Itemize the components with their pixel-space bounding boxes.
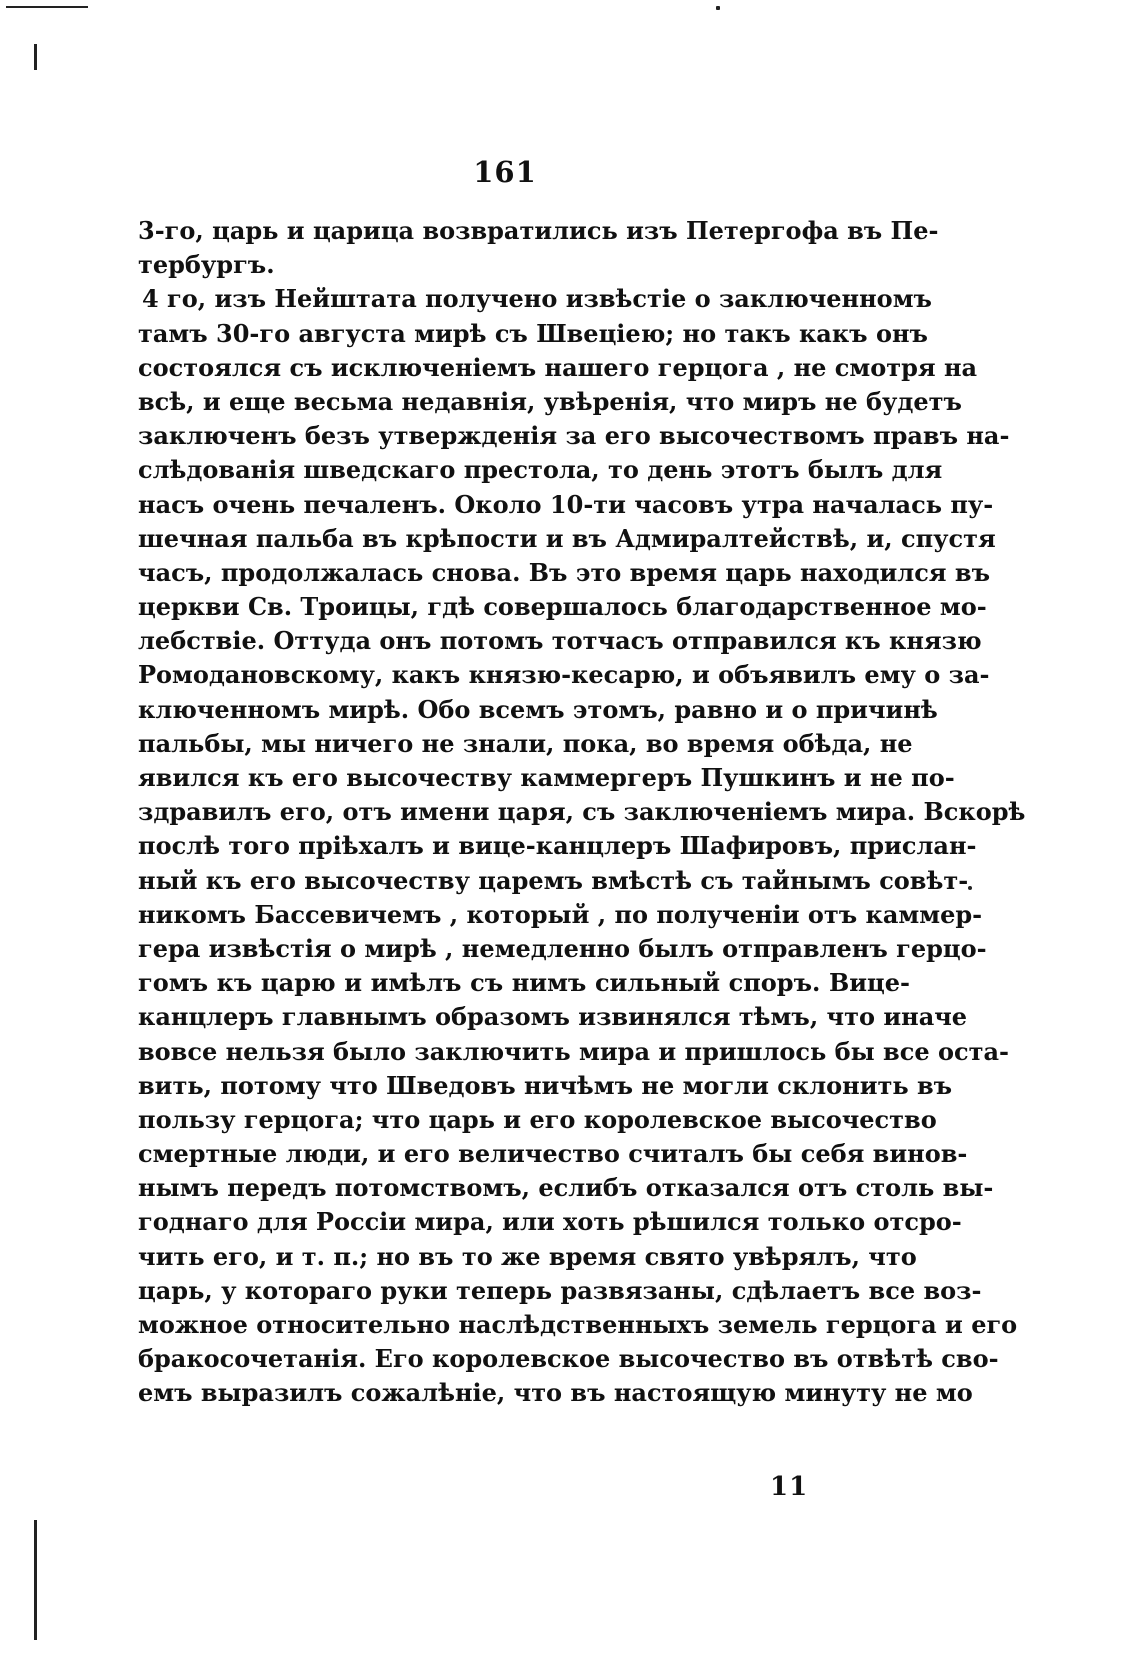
text-line: церкви Св. Троицы, гдѣ совершалось благодарственное мо- xyxy=(138,592,987,622)
text-line: насъ очень печаленъ. Около 10-ти часовъ утра началась пу- xyxy=(138,489,994,519)
text-line: 4 го, изъ Нейштата получено извѣстіе о заключенномъ xyxy=(142,284,932,314)
text-line: 3-го, царь и царица возвратились изъ Петергофа въ Пе- xyxy=(138,216,939,245)
text-line: гера извѣстія о мирѣ , немедленно былъ отправленъ герцо- xyxy=(138,933,987,963)
text-line: ный къ его высочеству царемъ вмѣстѣ съ тайнымъ совѣт- xyxy=(138,865,969,895)
text-line: царь, у котораго руки теперь развязаны, сдѣлаетъ все воз- xyxy=(138,1275,982,1305)
text-line: гомъ къ царю и имѣлъ съ нимъ сильный споръ. Вице- xyxy=(138,968,910,998)
signature-mark: 11 xyxy=(770,1472,809,1502)
text-line: заключенъ безъ утвержденія за его высочествомъ правъ на- xyxy=(138,421,1010,451)
top-rule-mark xyxy=(6,6,88,8)
text-line: вить, потому что Шведовъ ничѣмъ не могли склонить въ xyxy=(138,1070,953,1100)
text-line: шечная пальба въ крѣпости и въ Адмиралтействѣ, и, спустя xyxy=(138,523,996,553)
left-margin-mark-bottom xyxy=(34,1520,37,1640)
text-line: тамъ 30-го августа мирѣ съ Швеціею; но такъ какъ онъ xyxy=(138,318,928,348)
page-number: 161 xyxy=(473,155,537,189)
body-text xyxy=(138,214,1026,1411)
text-line: канцлеръ главнымъ образомъ извинялся тѣмъ, что иначе xyxy=(138,1002,968,1032)
text-line: Ромодановскому, какъ князю-кесарю, и объявилъ ему о за- xyxy=(138,660,990,690)
text-line: явился къ его высочеству каммергеръ Пушкинъ и не по- xyxy=(138,763,955,792)
text-line: чить его, и т. п.; но въ то же время свято увѣрялъ, что xyxy=(138,1241,917,1271)
right-margin-speck xyxy=(968,886,972,890)
text-line: вовсе нельзя было заключить мира и пришлось бы все оста- xyxy=(138,1036,1009,1066)
text-line: годнаго для Россіи мира, или хоть рѣшился только отсро- xyxy=(138,1207,962,1237)
text-line: пользу герцога; что царь и его королевское высочество xyxy=(138,1104,937,1134)
text-line: можное относительно наслѣдственныхъ земель герцога и его xyxy=(138,1310,1018,1339)
text-line: состоялся съ исключеніемъ нашего герцога , не смотря на xyxy=(138,352,978,382)
text-line: здравилъ его, отъ имени царя, съ заключеніемъ мира. Вскорѣ xyxy=(138,797,1026,827)
text-line: всѣ, и еще весьма недавнія, увѣренія, что миръ не будетъ xyxy=(138,386,962,416)
text-line: тербургъ. xyxy=(138,250,275,280)
text-line: часъ, продолжалась снова. Въ это время царь находился въ xyxy=(138,557,990,587)
text-line: бракосочетанія. Его королевское высочество въ отвѣтѣ сво- xyxy=(138,1344,999,1374)
text-line: смертные люди, и его величество считалъ бы себя винов- xyxy=(138,1139,968,1169)
text-line: нымъ передъ потомствомъ, еслибъ отказался отъ столь вы- xyxy=(138,1173,994,1203)
text-line: пальбы, мы ничего не знали, пока, во время обѣда, не xyxy=(138,728,913,758)
left-margin-mark xyxy=(34,44,37,70)
text-line: никомъ Бассевичемъ , который , по полученіи отъ каммер- xyxy=(138,899,983,929)
text-line: послѣ того пріѣхалъ и вице-канцлеръ Шафировъ, прислан- xyxy=(138,831,977,861)
text-line: лебствіе. Оттуда онъ потомъ тотчасъ отправился къ князю xyxy=(138,626,982,656)
text-line: слѣдованія шведскаго престола, то день этотъ былъ для xyxy=(138,455,943,485)
text-line: емъ выразилъ сожалѣніе, что въ настоящую минуту не мо xyxy=(138,1378,973,1408)
top-speck-mark xyxy=(716,6,720,10)
text-line: ключенномъ мирѣ. Обо всемъ этомъ, равно и о причинѣ xyxy=(138,694,938,724)
